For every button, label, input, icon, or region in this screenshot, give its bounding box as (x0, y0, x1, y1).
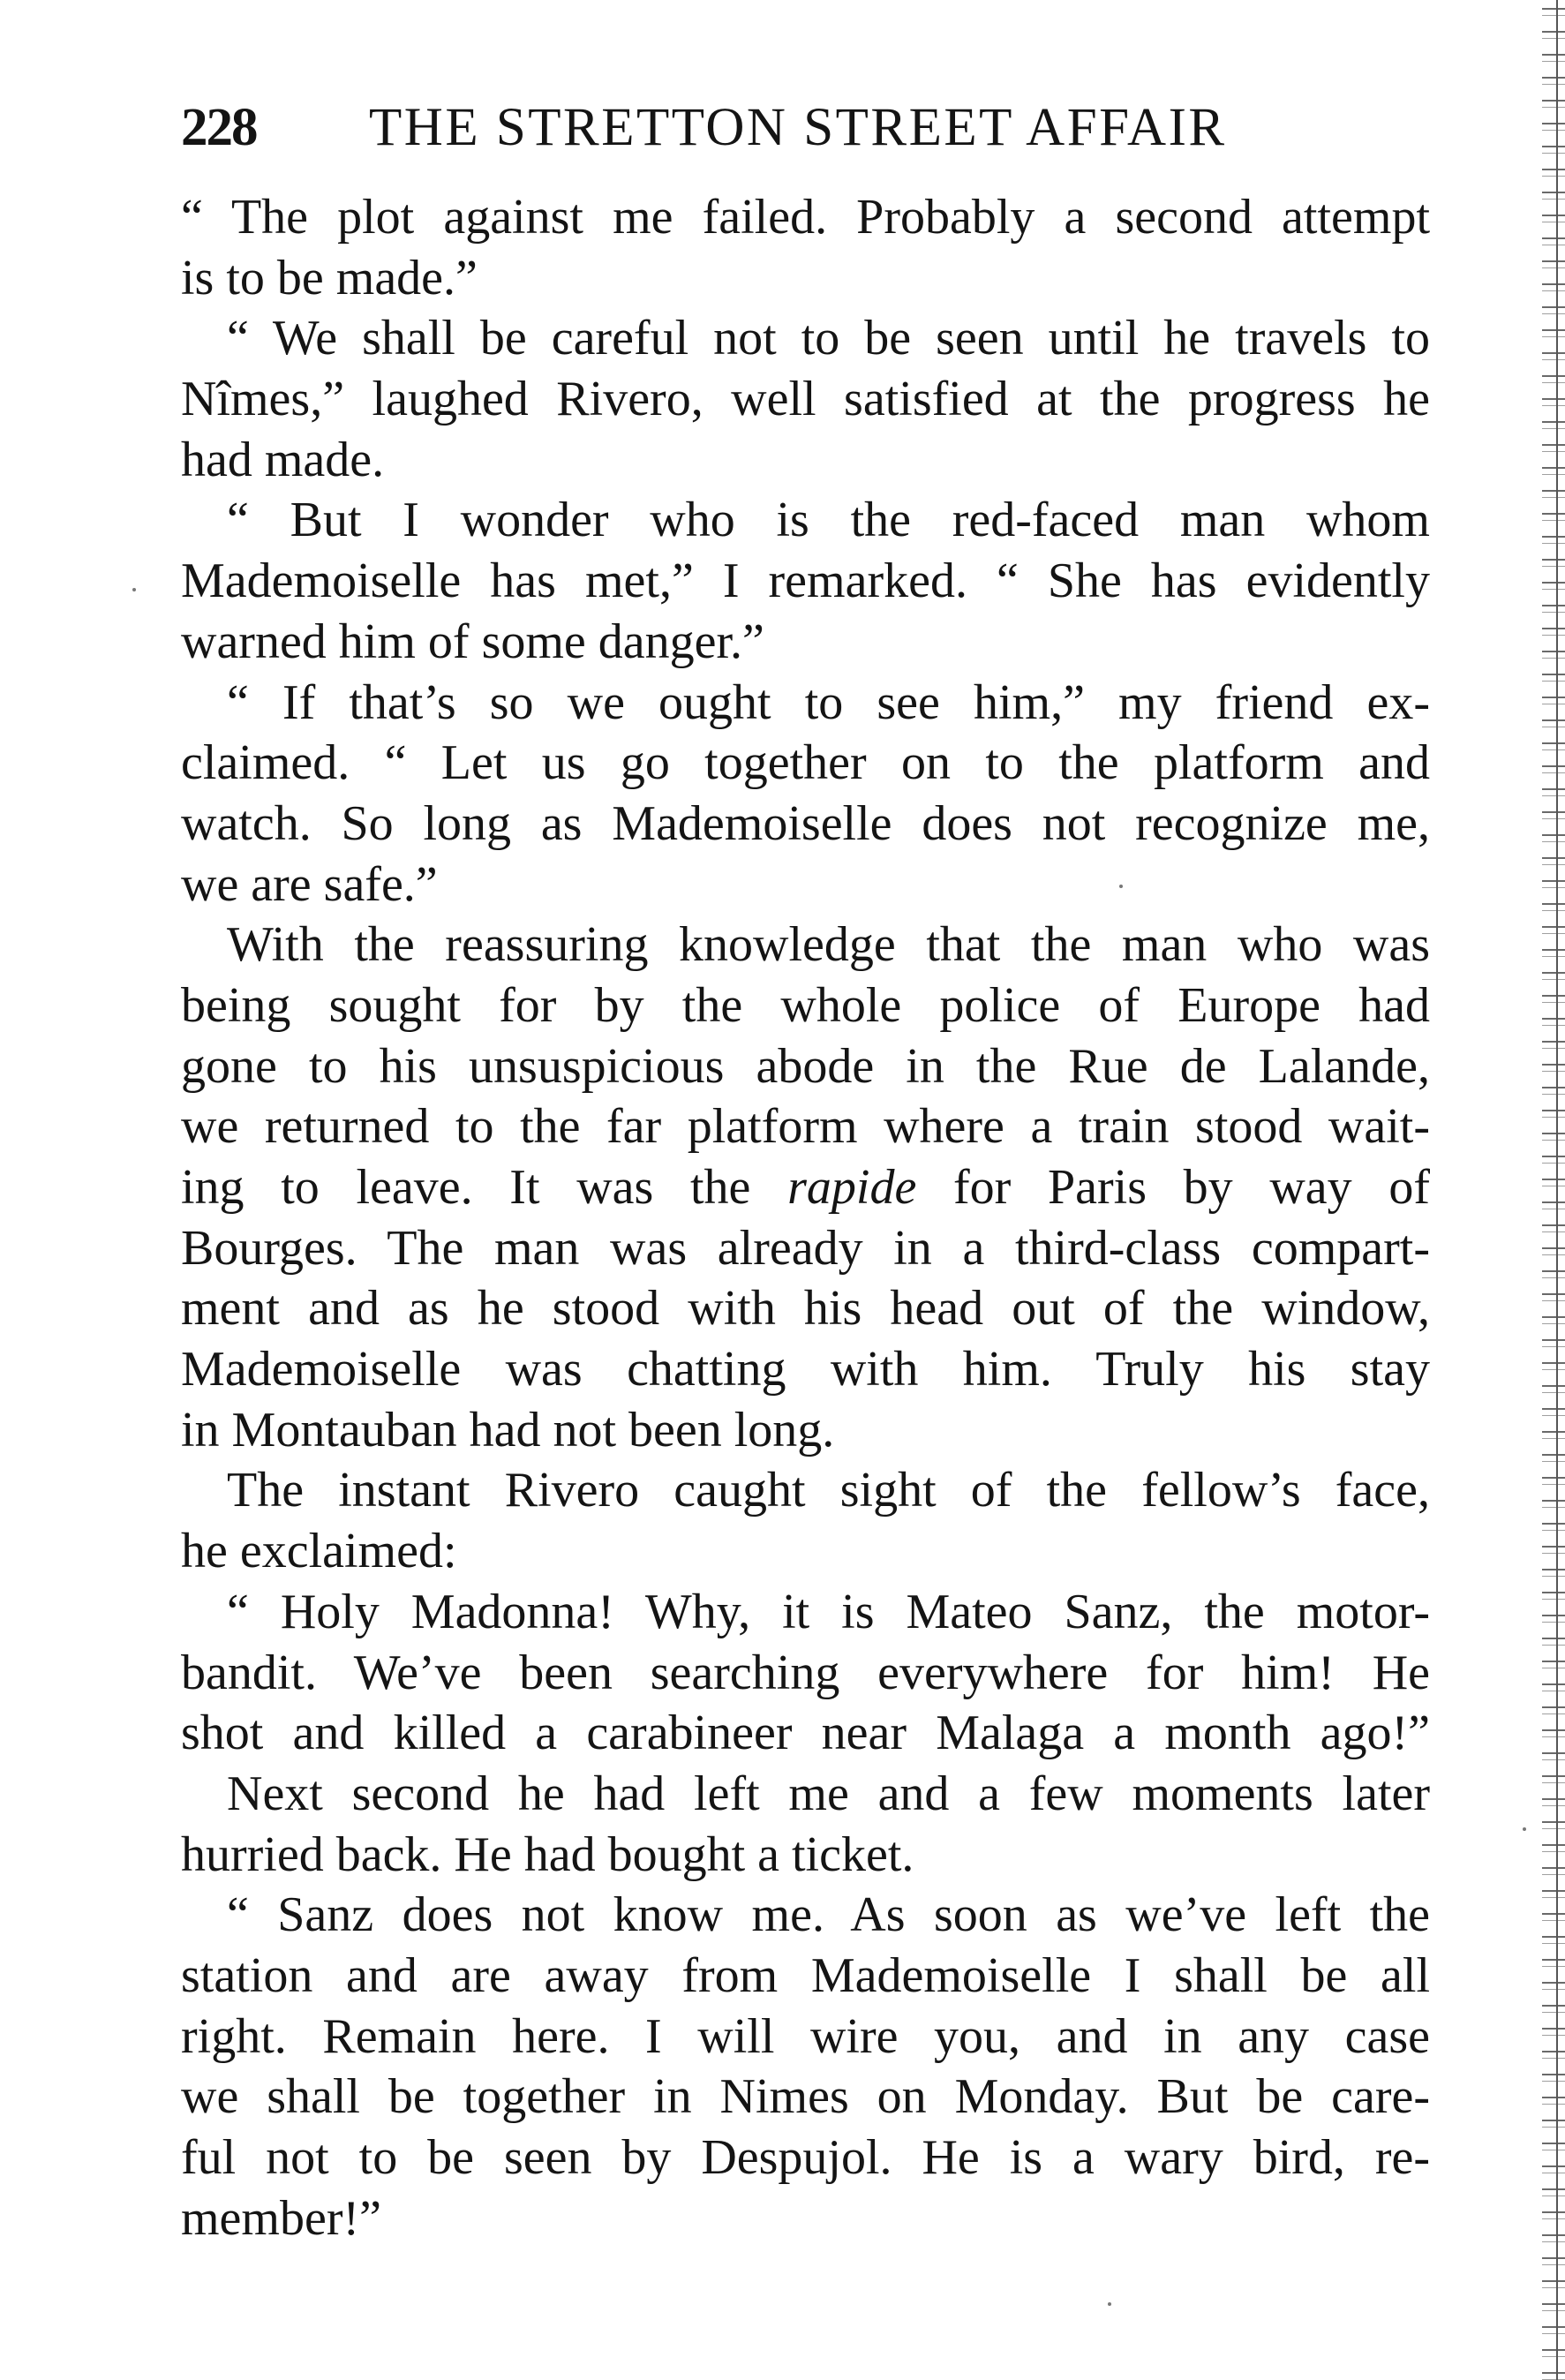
text-line: The instant Rivero caught sight of the fellow’s face, (227, 1463, 1430, 1518)
text-line: bandit. We’ve been searching everywhere for him! He (181, 1645, 1430, 1700)
text-line: he exclaimed: (181, 1524, 457, 1579)
text-line: ing to leave. It was the rapide for Paris by way of (181, 1160, 1430, 1215)
text-line: “ Sanz does not know me. As soon as we’ve left the (227, 1887, 1430, 1943)
text-line: in Montauban had not been long. (181, 1402, 835, 1457)
text-line: is to be made.” (181, 250, 478, 305)
text-line: Bourges. The man was already in a third-class compart- (181, 1220, 1430, 1276)
text-line: being sought for by the whole police of Europe had (181, 977, 1430, 1033)
text-line: “ But I wonder who is the red-faced man whom (227, 493, 1430, 548)
text-line: we are safe.” (181, 856, 438, 912)
text-line: “ If that’s so we ought to see him,” my friend ex- (227, 674, 1430, 730)
text-line: we shall be together in Nimes on Monday. But be care- (181, 2069, 1430, 2125)
page-header (181, 93, 1434, 163)
text-line: Nîmes,” laughed Rivero, well satisfied at the progress he (181, 372, 1430, 427)
text-line: claimed. “ Let us go together on to the platform and (181, 735, 1430, 791)
text-line: station and are away from Mademoiselle I shall be all (181, 1947, 1430, 2003)
paper-speck (1119, 885, 1123, 888)
text-line: warned him of some danger.” (181, 614, 764, 669)
text-line: Next second he had left me and a few moments later (227, 1766, 1430, 1821)
text-line: ment and as he stood with his head out of the window, (181, 1281, 1430, 1337)
text-line: With the reassuring knowledge that the man who was (227, 917, 1430, 973)
text-line: Mademoiselle was chatting with him. Truly his stay (181, 1342, 1430, 1397)
text-line: “ Holy Madonna! Why, it is Mateo Sanz, the motor- (227, 1584, 1430, 1639)
body-text (181, 187, 1430, 2248)
text-line: shot and killed a carabineer near Malaga a month ago!” (181, 1706, 1430, 1761)
text-line: gone to his unsuspicious abode in the Rue de Lalande, (181, 1038, 1430, 1094)
running-title: THE STRETTON STREET AFFAIR (369, 98, 1227, 157)
text-line: “ We shall be careful not to be seen until he travels to (227, 311, 1430, 366)
text-line: watch. So long as Mademoiselle does not recognize me, (181, 795, 1430, 851)
page-number: 228 (181, 98, 257, 157)
paper-speck (1523, 1827, 1526, 1831)
text-line: ful not to be seen by Despujol. He is a wary bird, re- (181, 2130, 1430, 2185)
page-edge (1542, 0, 1565, 2380)
text-line: “ The plot against me failed. Probably a second attempt (181, 190, 1430, 245)
paper-speck (1108, 2302, 1111, 2306)
text-line: Mademoiselle has met,” I remarked. “ She has evidently (181, 554, 1430, 609)
paper-speck (132, 588, 136, 591)
text-line: right. Remain here. I will wire you, and in any case (181, 2008, 1430, 2064)
page-edge-line (1556, 0, 1558, 2380)
text-line: had made. (181, 432, 385, 487)
text-line: we returned to the far platform where a train stood wait- (181, 1099, 1430, 1155)
text-line: hurried back. He had bought a ticket. (181, 1826, 914, 1882)
text-line: member!” (181, 2190, 381, 2246)
